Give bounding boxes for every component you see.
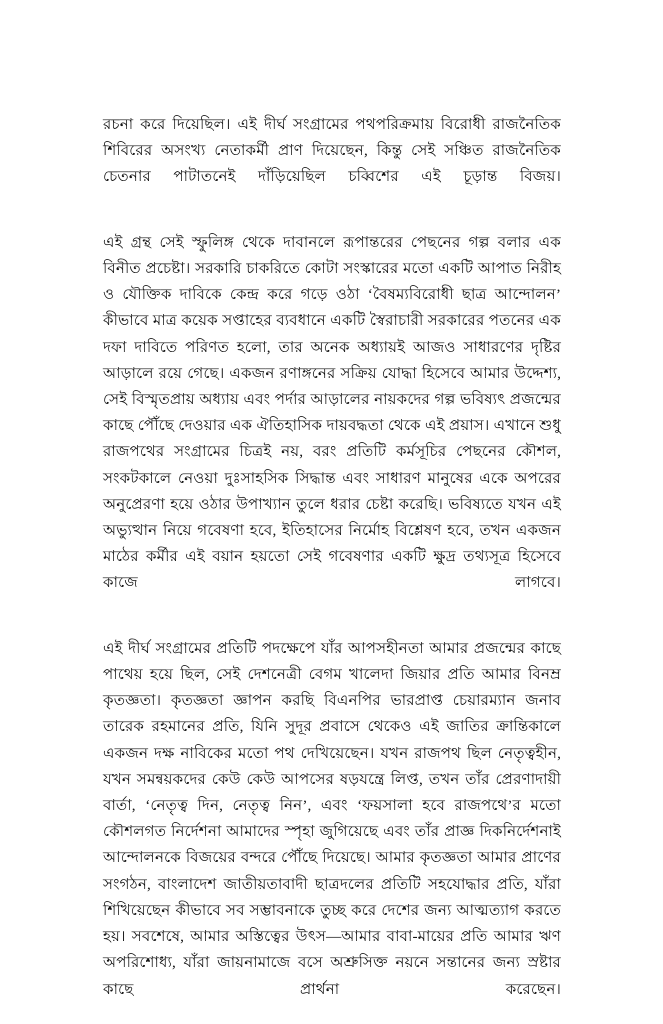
paragraph-3: এই দীর্ঘ সংগ্রামের প্রতিটি পদক্ষেপে যাঁর আপসহীনতা আমার প্রজন্মের কাছে পাথেয় হয়ে ছিল, সেই দেশনেত্রী বেগম খালেদা জিয়ার প্রতি আমার বিনম্র কৃতজ্ঞতা। কৃতজ্ঞতা জ্ঞাপন করছি বিএনপির ভারপ্রাপ্ত চেয়ারম্যান জনাব তারেক রহমানের প্রতি, যিনি সুদূর প্রবাসে থেকেও এই জাতির ক্রান্তিকালে একজন দক্ষ নাবিকের মতো পথ দেখিয়েছেন। যখন রাজপথ ছিল নেতৃত্বহীন, যখন সমন্বয়কদের কেউ কেউ আপসের ষড়যন্ত্রে লিপ্ত, তখন তাঁর প্রেরণাদায়ী বার্তা, ‘নেতৃত্ব দিন, নেতৃত্ব নিন’, এবং ‘ফয়সালা হবে রাজপথে’র মতো কৌশলগত নির্দেশনা আমাদের স্পৃহা জুগিয়েছে এবং তাঁর প্রাজ্ঞ দিকনির্দেশনাই আন্দোলনকে বিজয়ের বন্দরে পৌঁছে দিয়েছে। আমার কৃতজ্ঞতা আমার প্রাণের সংগঠন, বাংলাদেশ জাতীয়তাবাদী ছাত্রদলের প্রতিটি সহযোদ্ধার প্রতি, যাঁরা শিখিয়েছেন কীভাবে সব সম্ভাবনাকে তুচ্ছ করে দেশের জন্য আত্মত্যাগ করতে হয়। সবশেষে, আমার অস্তিত্বের উৎস—আমার বাবা-মায়ের প্রতি আমার ঋণ অপরিশোধ্য, যাঁরা জায়নামাজে বসে অশ্রুসিক্ত নয়নে সন্তানের জন্য স্রষ্টার কাছে প্রার্থনা করেছেন। xyxy=(103,639,561,998)
paragraph-2: এই গ্রন্থ সেই স্ফুলিঙ্গ থেকে দাবানলে রূপান্তরের পেছনের গল্প বলার এক বিনীত প্রচেষ্টা। সরকারি চাকরিতে কোটা সংস্কারের মতো একটি আপাত নিরীহ ও যৌক্তিক দাবিকে কেন্দ্র করে গড়ে ওঠা ‘বৈষম্যবিরোধী ছাত্র আন্দোলন’ কীভাবে মাত্র কয়েক সপ্তাহের ব্যবধানে একটি স্বৈরাচারী সরকারের পতনের এক দফা দাবিতে পরিণত হলো, তার অনেক অধ্যায়ই আজও সাধারণের দৃষ্টির আড়ালে রয়ে গেছে। একজন রণাঙ্গনের সক্রিয় যোদ্ধা হিসেবে আমার উদ্দেশ্য, সেই বিস্মৃতপ্রায় অধ্যায় এবং পর্দার আড়ালের নায়কদের গল্প ভবিষ্যৎ প্রজন্মের কাছে পৌঁছে দেওয়ার এক ঐতিহাসিক দায়বদ্ধতা থেকে এই প্রয়াস। এখানে শুধু রাজপথের সংগ্রামের চিত্রই নয়, বরং প্রতিটি কর্মসূচির পেছনের কৌশল, সংকটকালে নেওয়া দুঃসাহসিক সিদ্ধান্ত এবং সাধারণ মানুষের একে অপরের অনুপ্রেরণা হয়ে ওঠার উপাখ্যান তুলে ধরার চেষ্টা করেছি। ভবিষ্যতে যখন এই অভ্যুত্থান নিয়ে গবেষণা হবে, ইতিহাসের নির্মোহ বিশ্লেষণ হবে, তখন একজন মাঠের কর্মীর এই বয়ান হয়তো সেই গবেষণার একটি ক্ষুদ্র তথ্যসূত্র হিসেবে কাজে লাগবে। xyxy=(103,233,561,592)
body-text-column xyxy=(103,112,561,1024)
paragraph-1: রচনা করে দিয়েছিল। এই দীর্ঘ সংগ্রামের পথপরিক্রমায় বিরোধী রাজনৈতিক শিবিরের অসংখ্য নেতাকর্মী প্রাণ দিয়েছেন, কিন্তু সেই সঞ্চিত রাজনৈতিক চেতনার পাটাতনেই দাঁড়িয়েছিল চব্বিশের এই চূড়ান্ত বিজয়। xyxy=(103,116,561,186)
